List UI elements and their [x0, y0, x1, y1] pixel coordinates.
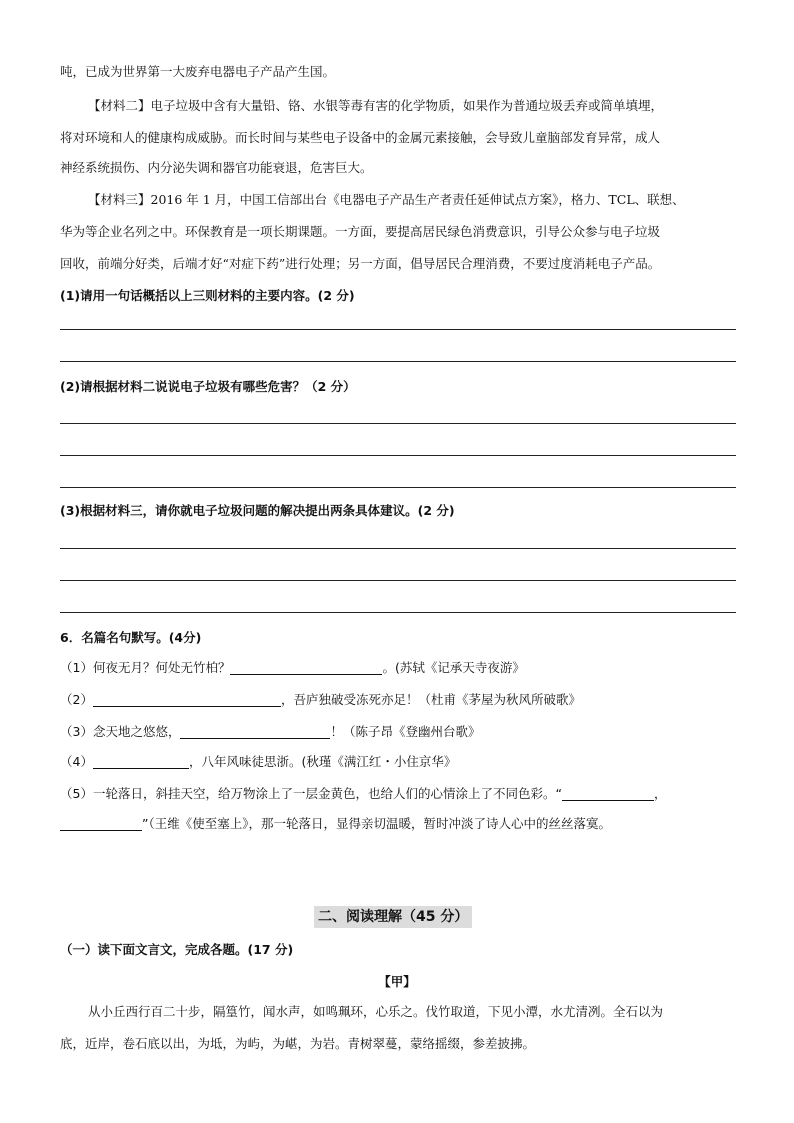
passage-line: 底，近岸，卷石底以出，为坻，为屿，为嵁，为岩。青树翠蔓，蒙络摇缀，参差披拂。	[60, 1036, 536, 1051]
material-line: 吨，已成为世界第一大废弃电器电子产品产生国。	[60, 64, 336, 79]
question-1: (1)请用一句话概括以上三则材料的主要内容。(2 分)	[60, 288, 355, 303]
answer-line[interactable]	[60, 329, 736, 330]
answer-line[interactable]	[60, 487, 736, 488]
material-3-line: 回收，前端分好类，后端才好“对症下药”进行处理；另一方面，倡导居民合理消费，不要过度消耗电子产品。	[60, 256, 661, 271]
answer-line[interactable]	[60, 580, 736, 581]
item-text: ，八年风味徒思浙。(秋瑾《满江红・小住京华》	[188, 754, 457, 769]
material-3-line: 华为等企业名列之中。环保教育是一项长期课题。一方面，要提高居民绿色消费意识，引导公众参与电子垃圾	[60, 224, 661, 239]
item-text: ！（陈子昂《登幽州台歌》	[330, 724, 481, 739]
recitation-item-3	[60, 724, 736, 740]
section-heading: 二、阅读理解（45 分）	[314, 906, 472, 928]
material-2-line: 神经系统损伤、内分泌失调和器官功能衰退，危害巨大。	[60, 160, 373, 175]
answer-line[interactable]	[60, 423, 736, 424]
fill-blank[interactable]	[230, 660, 382, 675]
recitation-item-4	[60, 754, 736, 770]
recitation-item-5	[60, 786, 736, 802]
answer-line[interactable]	[60, 455, 736, 456]
item-text: （1）何夜无月？何处无竹柏？	[60, 660, 231, 675]
item-text: （4）	[60, 754, 93, 769]
question-2: (2)请根据材料二说说电子垃圾有哪些危害？（2 分）	[60, 379, 356, 394]
answer-line[interactable]	[60, 361, 736, 362]
material-3-line: 【材料三】2016 年 1 月，中国工信部出台《电器电子产品生产者责任延伸试点方案》，格力、TCL、联想、	[88, 192, 685, 207]
item-text: （3）念天地之悠悠，	[60, 724, 181, 739]
fill-blank[interactable]	[93, 692, 281, 707]
question-3: (3)根据材料三，请你就电子垃圾问题的解决提出两条具体建议。(2 分)	[60, 503, 455, 518]
fill-blank[interactable]	[562, 786, 654, 801]
material-2-line: 【材料二】电子垃圾中含有大量铅、铬、水银等毒有害的化学物质，如果作为普通垃圾丢弃或简单填埋，	[88, 98, 664, 113]
item-text: ，	[653, 786, 667, 801]
passage-label: 【甲】	[378, 974, 416, 989]
item-text: 。(苏轼《记承天寺夜游》	[382, 660, 525, 675]
passage-line: 从小丘西行百二十步，隔篁竹，闻水声，如鸣珮环，心乐之。伐竹取道，下见小潭，水尤清冽。全石以为	[88, 1004, 664, 1019]
material-2-line: 将对环境和人的健康构成威胁。而长时间与某些电子设备中的金属元素接触，会导致儿童脑部发育异常，成人	[60, 130, 661, 145]
item-text: ，吾庐独破受冻死亦足！（杜甫《茅屋为秋风所破歌》	[280, 692, 581, 707]
answer-line[interactable]	[60, 548, 736, 549]
answer-line[interactable]	[60, 612, 736, 613]
item-text: （2）	[60, 692, 93, 707]
subsection-title: （一）读下面文言文，完成各题。(17 分)	[60, 942, 294, 957]
recitation-item-2	[60, 692, 736, 708]
recitation-item-5-cont	[60, 816, 736, 832]
fill-blank[interactable]	[180, 724, 330, 739]
fill-blank[interactable]	[60, 816, 142, 831]
fill-blank[interactable]	[93, 754, 189, 769]
item-text: ”（王维《使至塞上》，那一轮落日，显得亲切温暖，暂时冲淡了诗人心中的丝丝落寞。	[142, 816, 611, 831]
recitation-item-1	[60, 660, 736, 676]
item-text: （5）一轮落日，斜挂天空，给万物涂上了一层金黄色，也给人们的心情涂上了不同色彩。“	[60, 786, 562, 801]
question-6-title: 6．名篇名句默写。(4分)	[60, 630, 202, 645]
